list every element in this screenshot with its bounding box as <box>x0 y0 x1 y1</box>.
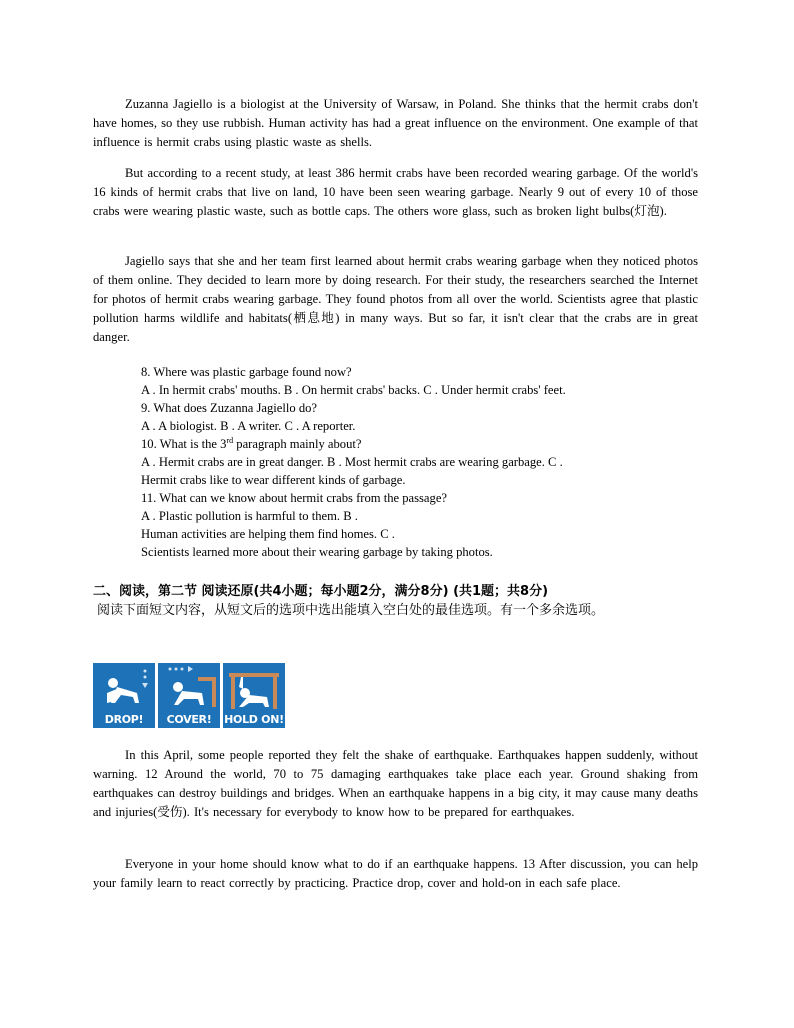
question-8-options: A . In hermit crabs' mouths. B . On hermit crabs' backs. C . Under hermit crabs' feet. <box>141 383 566 397</box>
drop-pictogram <box>93 663 155 728</box>
section-instruction: 阅读下面短文内容，从短文后的选项中选出能填入空白处的最佳选项。有一个多余选项。 <box>97 603 605 618</box>
cover-icon <box>158 663 220 713</box>
question-10-pre: 10. What is the 3 <box>141 437 227 451</box>
question-10-options-b: Hermit crabs like to wear different kinds of garbage. <box>141 473 406 487</box>
drop-label: DROP! <box>104 713 144 726</box>
question-11-options-a: A . Plastic pollution is harmful to them. B . <box>141 509 358 523</box>
question-10-sup: rd <box>226 435 234 445</box>
passage-paragraph-5: Everyone in your home should know what to do if an earthquake happens. 13 After discussion, you can help your family learn to react correctly by practicing. Practice drop, cover and hold-on in each safe place. <box>93 857 698 890</box>
hold-on-pictogram <box>223 663 285 728</box>
question-11-options-b: Human activities are helping them find homes. C . <box>141 527 395 541</box>
question-9: 9. What does Zuzanna Jagiello do? <box>141 401 318 415</box>
question-8: 8. Where was plastic garbage found now? <box>141 365 352 379</box>
earthquake-pictograms <box>93 663 285 728</box>
question-10 <box>141 435 701 453</box>
question-11-options-c: Scientists learned more about their wearing garbage by taking photos. <box>141 545 493 559</box>
cover-label: COVER! <box>166 713 212 726</box>
question-10-post: paragraph mainly about? <box>233 437 362 451</box>
passage-paragraph-4: In this April, some people reported they felt the shake of earthquake. Earthquakes happen suddenly, without warning. 12 Around the world, 70 to 75 damaging earthquakes take place each year. Ground shaking from earthquakes can destroy buildings and bridges. When an earthquake happens in a big city, it may cause many deaths and injuries(受伤). It's necessary for everybody to know how to be prepared for earthquakes. <box>93 748 698 819</box>
cover-pictogram <box>158 663 220 728</box>
passage-paragraph-1: Zuzanna Jagiello is a biologist at the University of Warsaw, in Poland. She thinks that the hermit crabs don't have homes, so they use rubbish. Human activity has had a great influence on the environment. One example of that influence is hermit crabs using plastic waste as shells. <box>93 97 698 149</box>
question-9-options: A . A biologist. B . A writer. C . A reporter. <box>141 419 356 433</box>
passage-paragraph-2: But according to a recent study, at least 386 hermit crabs have been recorded wearing garbage. Of the world's 16 kinds of hermit crabs that live on land, 10 have been seen wearing garbage. Nearly 9 out of every 10 of those crabs were wearing plastic waste, such as bottle caps. The others wore glass, such as broken light bulbs(灯泡). <box>93 166 698 218</box>
hold-on-label: HOLD ON! <box>224 713 284 726</box>
passage-paragraph-3: Jagiello says that she and her team first learned about hermit crabs wearing garbage when they noticed photos of them online. They decided to learn more by doing research. For their study, the researchers searched the Internet for photos of hermit crabs wearing garbage. They found photos from all over the world. Scientists agree that plastic pollution harms wildlife and habitats(栖息地) in many ways. But so far, it isn't clear that the crabs are in great danger. <box>93 254 698 344</box>
question-block <box>141 363 701 561</box>
question-11: 11. What can we know about hermit crabs from the passage? <box>141 491 447 505</box>
hold-on-icon <box>223 663 285 713</box>
question-10-options-a: A . Hermit crabs are in great danger. B . Most hermit crabs are wearing garbage. C . <box>141 455 563 469</box>
section-heading: 二、阅读，第二节 阅读还原(共4小题；每小题2分，满分8分) (共1题；共8分) <box>93 584 549 599</box>
drop-icon <box>93 663 155 713</box>
